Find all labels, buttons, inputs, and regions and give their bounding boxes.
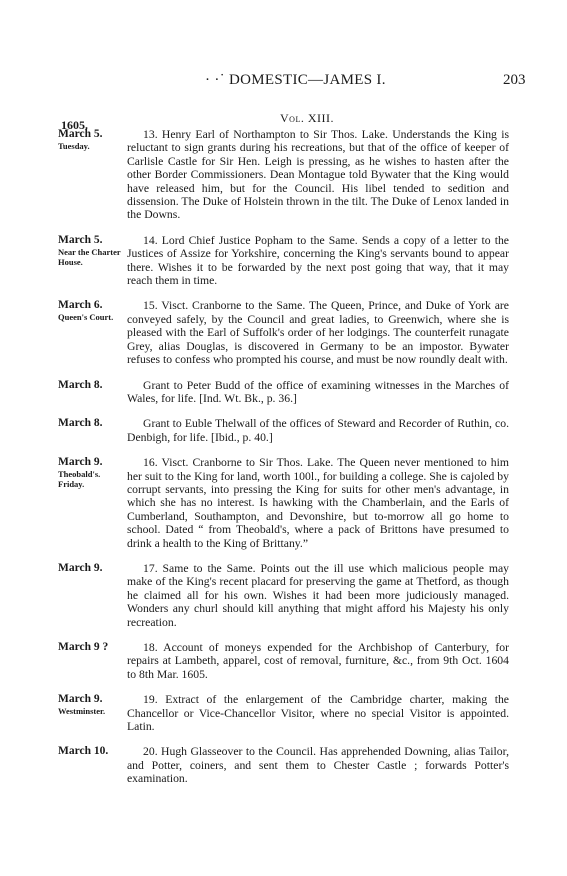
entry-margin — [58, 234, 122, 267]
calendar-entry — [0, 128, 567, 222]
entry-text: 18. Account of moneys expended for the Archbishop of Canterbury, for repairs at Lambeth, apparel, cost of removal, furniture, &c., from 9th Oct. 1604 to 8th Mar. 1605. — [127, 641, 509, 681]
calendar-entry — [0, 379, 567, 406]
page-header — [0, 72, 567, 92]
entry-place: Near the Charter House. — [58, 246, 121, 267]
entry-text: 14. Lord Chief Justice Popham to the Same. Sends a copy of a letter to the Justices of Assize for Yorkshire, concerning the King's servants bound to appear there. Wishes it to be forwarded by the next post going that way, that it may reach them in time. — [127, 233, 509, 288]
entry-date: March 10. — [58, 745, 109, 758]
entry-text: 15. Visct. Cranborne to the Same. The Queen, Prince, and Duke of York are conveyed safely, by the Council and great ladies, to Greenwich, where she is pleased with the Earl of Suffolk's order of her lodgings. The counterfeit runagate Grey, alias Douglas, is discovered in Germany to be an impostor. Bywater refuses to confess who prompted his course, and must be now roundly dealt with. — [127, 299, 509, 367]
entry-margin — [58, 641, 122, 654]
calendar-entry — [0, 562, 567, 629]
entry-margin — [58, 693, 122, 716]
entry-text: Grant to Peter Budd of the office of examining witnesses in the Marches of Wales, for life. [Ind. Wt. Bk., p. 36.] — [127, 378, 509, 405]
entry-date: March 9. — [58, 561, 103, 574]
calendar-entry — [0, 299, 567, 366]
entry-place: Theobald's. Friday. — [58, 469, 101, 490]
entry-place: Tuesday. — [58, 141, 90, 151]
entry-margin — [58, 299, 122, 322]
running-title: · ·˙ DOMESTIC—JAMES I. — [205, 72, 386, 88]
entry-margin — [58, 379, 122, 392]
entry-text: 19. Extract of the enlargement of the Cambridge charter, making the Chancellor or Vice-Chancellor Visitor, where no special Visitor is appointed. Latin. — [127, 693, 509, 734]
entry-date: March 8. — [58, 417, 103, 430]
entry-date: March 8. — [58, 378, 103, 391]
entry-date: March 9 ? — [58, 641, 109, 653]
entry-text: 20. Hugh Glasseover to the Council. Has apprehended Downing, alias Tailor, and Potter, coiners, and sent them to Chester Castle ; forwards Potter's examination. — [127, 745, 509, 786]
entry-margin — [58, 745, 122, 758]
volume-heading: Vol. XIII. — [280, 111, 334, 125]
calendar-entry — [0, 693, 567, 733]
calendar-entry — [0, 745, 567, 785]
entry-margin — [58, 456, 122, 489]
entry-text: Grant to Euble Thelwall of the offices of Steward and Recorder of Ruthin, co. Denbigh, for life. [Ibid., p. 40.] — [127, 417, 509, 444]
calendar-entry — [0, 234, 567, 288]
entry-text: 13. Henry Earl of Northampton to Sir Thos. Lake. Understands the King is reluctant to sign grants during his recreations, but that of the office of keeper of Carlisle Castle for Sir Hen. Leigh is pressing, as he wishes to hasten after the other Border Commissioners. Dean Montague told Bywater that the King would have released him, but for the Council. His libel tended to sedition and dissension. The Duke of Holstein thrown in the tilt. The Duke of Lenox landed in the Downs. — [127, 128, 509, 222]
calendar-entry — [0, 417, 567, 444]
entry-margin — [58, 128, 122, 151]
entry-date: March 9. — [58, 456, 103, 469]
calendar-entry — [0, 456, 567, 550]
entry-place: Westminster. — [58, 706, 106, 717]
calendar-entry — [0, 641, 567, 681]
entry-list — [0, 128, 567, 798]
entry-place: Queen's Court. — [58, 312, 114, 323]
entry-text: 16. Visct. Cranborne to Sir Thos. Lake. The Queen never mentioned to him her suit to the King for land, worth 100l., for building a college. She is cajoled by corrupt servants, into pressing the King for suits for other men's advantage, in which she has no interest. Is hawking with the Chamberlain, and the Earls of Cumberland, Southampton, and Devonshire, but to-morrow all go home to school. Dated “ from Theobald's, where a pack of Brittons have presumed to drink a health to the King of Brittany.” — [127, 456, 509, 550]
entry-text: 17. Same to the Same. Points out the ill use which malicious people may make of the King's recent placard for preserving the game at Thetford, as though he claimed all for his own. Wishes it had been more judiciously managed. Wonders any churl should kill anything that might afford his Majesty his only recreation. — [127, 561, 509, 629]
entry-date: March 5. — [58, 233, 103, 246]
year-label: 1605. — [61, 118, 88, 132]
entry-margin — [58, 562, 122, 575]
page-number: 203 — [503, 72, 526, 88]
entry-date: March 9. — [58, 693, 103, 706]
entry-date: March 6. — [58, 299, 103, 312]
entry-date: March 5. — [58, 128, 103, 140]
entry-margin — [58, 417, 122, 430]
